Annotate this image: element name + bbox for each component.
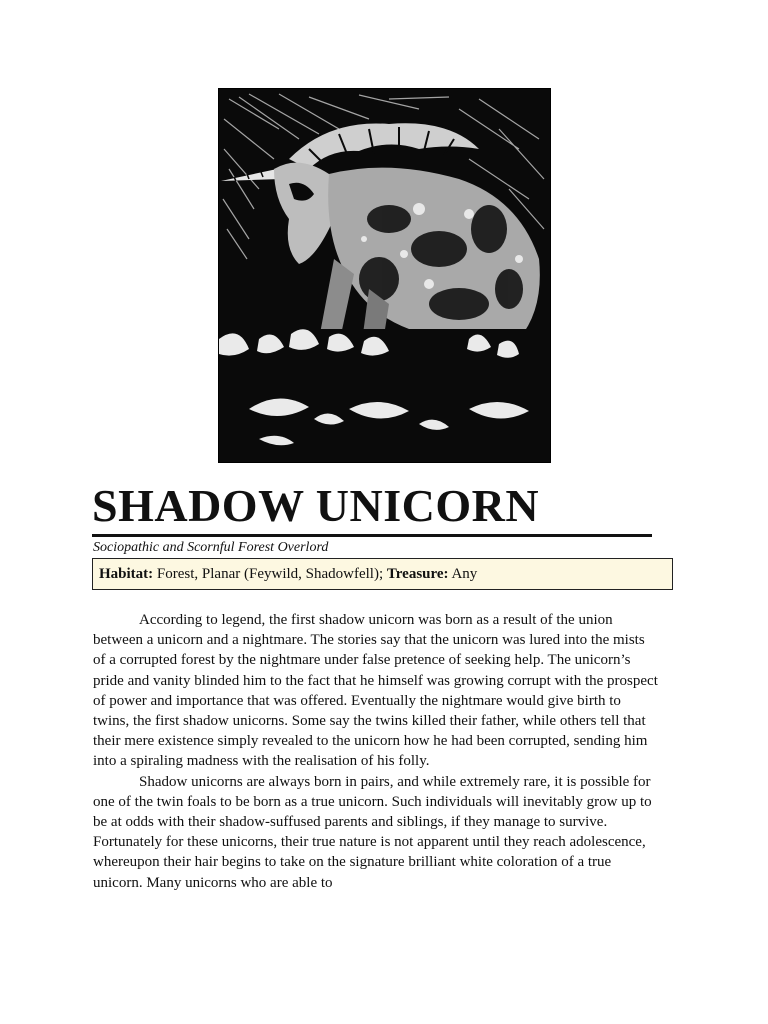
treasure-value: Any (448, 566, 478, 582)
subtitle: Sociopathic and Scornful Forest Overlord (93, 540, 329, 555)
shadow-unicorn-illustration (218, 88, 551, 463)
treasure-label: Treasure: (386, 566, 449, 582)
habitat-box (92, 558, 673, 590)
shadow-unicorn-icon (219, 89, 550, 462)
body-text (93, 610, 660, 893)
habitat-value: Forest, Planar (Feywild, Shadowfell); (153, 566, 387, 582)
page-title: SHADOW UNICORN (92, 478, 652, 537)
paragraph-legend: According to legend, the first shadow unicorn was born as a result of the union between a unicorn and a nightmare. The stories say that the unicorn was lured into the mists of a corrupted forest by the nightmare under false pretence of seeking help. The unicorn’s pride and vanity blinded him to the fact that he himself was growing corrupt with the prospect of power and importance that was offered. Eventually the nightmare would give birth to twins, the first shadow unicorns. Some say the twins killed their father, while others tell that their mere existence simply revealed to the unicorn how he had been corrupted, sending him into a spiraling madness with the realisation of his folly. (93, 612, 658, 770)
paragraph-pairs: Shadow unicorns are always born in pairs, and while extremely rare, it is possible for one of the twin foals to be born as a true unicorn. Such individuals will inevitably grow up to be at odds with their shadow-suffused parents and siblings, if they manage to survive. Fortunately for these unicorns, their true nature is not apparent until they reach adolescence, whereupon their hair begins to take on the signature brilliant white coloration of a true unicorn. Many unicorns who are able to (93, 773, 652, 891)
habitat-label: Habitat: (99, 566, 154, 582)
